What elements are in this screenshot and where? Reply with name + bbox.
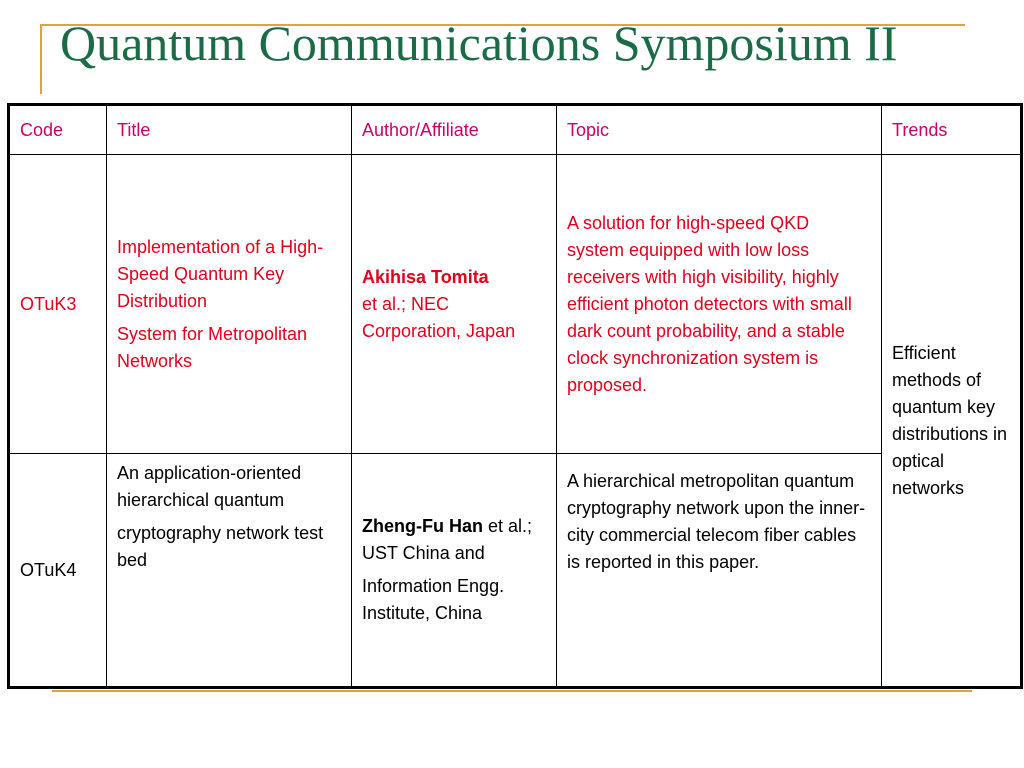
author-affiliation: et al.; NEC Corporation, Japan [362,293,516,341]
title-line: Implementation of a High-Speed Quantum Key Distribution [117,236,324,311]
sessions-table [7,103,1023,689]
header-trends: Trends [882,105,1022,155]
cell-topic: A hierarchical metropolitan quantum cryptography network upon the inner-city commercial telecom fiber cables is reported in this paper. [557,454,882,688]
header-title: Title [107,105,352,155]
cell-author [352,155,557,454]
author-name: Zheng-Fu Han [362,516,483,536]
footer-accent-rule [52,690,972,692]
cell-code: OTuK4 [9,454,107,688]
cell-title [107,454,352,688]
title-line: An application-oriented hierarchical quantum [117,463,302,510]
table-header-row [9,105,1022,155]
page-title: Quantum Communications Symposium II [60,15,898,71]
author-affiliation-line2: Information Engg. Institute, China [362,576,505,623]
cell-trends: Efficient methods of quantum key distributions in optical networks [882,155,1022,688]
cell-topic: A solution for high-speed QKD system equipped with low loss receivers with high visibility, highly efficient photon detectors with small dark count probability, and a stable clock synchronization system is proposed. [557,155,882,454]
table-row [9,155,1022,454]
cell-title [107,155,352,454]
header-code: Code [9,105,107,155]
title-accent-vertical-rule [40,24,42,94]
author-name: Akihisa Tomita [362,266,489,287]
header-author: Author/Affiliate [352,105,557,155]
header-topic: Topic [557,105,882,155]
title-line: cryptography network test bed [117,523,324,570]
table-row [9,454,1022,688]
cell-code: OTuK3 [9,155,107,454]
title-line: System for Metropolitan Networks [117,323,308,371]
author-affiliation: et al.; UST China and [362,516,533,563]
cell-author [352,454,557,688]
